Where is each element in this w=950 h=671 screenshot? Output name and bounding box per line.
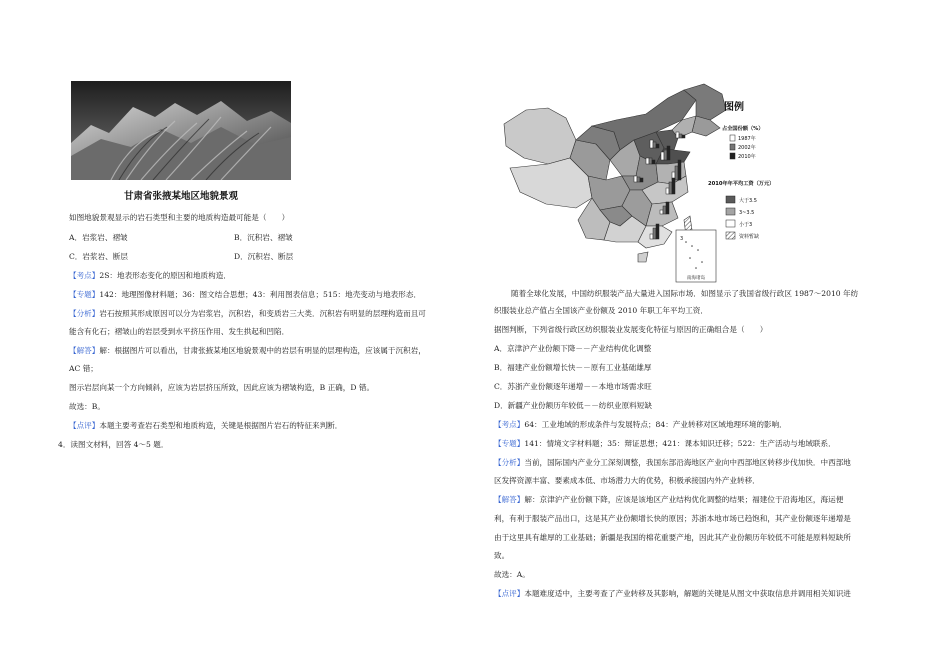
- jieda-text-1: 解：根据图片可以看出，甘肃张掖某地区地貌景观中的岩层有明显的层理构造，应该属于沉积岩，: [99, 346, 426, 355]
- region-hainan: [638, 252, 648, 262]
- answer-3: 故选：B。: [69, 402, 105, 411]
- zhuanti-tag: 【专题】: [69, 290, 100, 299]
- jieda-text-3: 图示岩层向某一个方向倾斜，应该为岩层挤压所致，因此应该为褶皱构造，B 正确，D 错。: [69, 383, 375, 392]
- answer-4: 故选：A。: [494, 570, 530, 579]
- option-d: D．沉积岩、断层: [234, 252, 294, 261]
- q4-option-c: C．苏浙产业份额逐年递增－－本地市场需求旺: [494, 382, 652, 391]
- dianping-tag: 【点评】: [69, 421, 100, 430]
- fenxi-text-1: 岩石按照其形成原因可以分为岩浆岩，沉积岩，和变质岩三大类．沉积岩有明显的层理构造而且可: [99, 309, 426, 318]
- r-zhuanti-tag: 【专题】: [494, 439, 525, 448]
- jieda-tag: 【解答】: [69, 346, 100, 355]
- r-fenxi-text-1: 当前，国际国内产业分工深刻调整，我国东部沿海地区产业向中西部地区转移步伐加快．中西部地: [524, 458, 851, 467]
- fenxi-tag: 【分析】: [69, 309, 100, 318]
- legend-year-2002: 2002年: [738, 145, 756, 151]
- r-kaodian-text: 64：工业地域的形成条件与发展特点；84：产业转移对区域地理环境的影响．: [524, 420, 787, 429]
- r-zhuanti-line: [494, 439, 836, 449]
- r-dianping-tag: 【点评】: [494, 589, 525, 598]
- option-a: A．岩浆岩、褶皱: [69, 233, 128, 242]
- kaodian-text: 2S：地表形态变化的原因和地质构造．: [99, 271, 231, 280]
- kaodian-tag: 【考点】: [69, 271, 100, 280]
- legend-wage-mid: 3~3.5: [739, 210, 755, 216]
- region-jilin: [692, 116, 720, 136]
- inset-label: 南海诸岛: [686, 276, 706, 281]
- landscape-photo: [71, 81, 291, 180]
- jieda-line: [69, 346, 426, 356]
- r-fenxi-tag: 【分析】: [494, 458, 525, 467]
- r-dianping-text: 本题难度适中，主要考查了产业转移及其影响，解题的关键是从图文中获取信息并调用相关知识进: [524, 589, 851, 598]
- r-fenxi-line: [494, 458, 851, 468]
- q4-option-b: B．福建产业份额增长快－－原有工业基础雄厚: [494, 363, 652, 372]
- svg-text:3: 3: [680, 236, 684, 242]
- option-c: C．岩浆岩、断层: [69, 252, 128, 261]
- r-zhuanti-text: 141：情境文字材料题；35：辩证思想；421：课本知识迁移；522：生产活动与地域联系．: [524, 439, 836, 448]
- china-textile-map: [496, 80, 792, 288]
- jieda-text-2: AC 错；: [69, 364, 98, 373]
- r-kaodian-tag: 【考点】: [494, 420, 525, 429]
- r-jieda-text-4: 致。: [494, 551, 510, 560]
- legend-share-title: 占全国份额（%）: [722, 126, 764, 132]
- dianping-line: [69, 421, 342, 431]
- legend-wage-high: 大于3.5: [739, 198, 757, 204]
- legend-year-2010: 2010年: [738, 154, 756, 160]
- region-xinjiang: [504, 108, 576, 164]
- r-jieda-text-2: 利，有利于服装产品出口，这是其产业份额增长快的原因；苏浙本地市场已趋饱和，其产业份额逐年递增是: [494, 514, 851, 523]
- legend-wage-low: 小于3: [739, 222, 753, 228]
- dianping-text: 本题主要考查岩石类型和地质构造，关键是根据图片岩石的特征来判断．: [99, 421, 343, 430]
- q4-option-a: A．京津沪产业份额下降－－产业结构优化调整: [494, 344, 652, 353]
- question-3: 如图地貌景观显示的岩石类型和主要的地质构造最可能是（ ）: [69, 213, 290, 222]
- r-dianping-line: [494, 589, 851, 599]
- fenxi-line: [69, 309, 426, 319]
- legend-wage-title: 2010年年平均工资（万元）: [708, 181, 775, 187]
- kaodian-line: [69, 271, 231, 281]
- option-b: B．沉积岩、褶皱: [234, 233, 293, 242]
- intro-line-1: 随着全球化发展，中国纺织服装产品大量进入国际市场．如图显示了我国省级行政区 1987～2010 年纺: [511, 289, 859, 298]
- r-jieda-text-1: 解：京津沪产业份额下降，应该是该地区产业结构优化调整的结果；福建位于沿海地区，海运便: [524, 495, 844, 504]
- photo-caption: 甘肃省张掖某地区地貌景观: [123, 191, 238, 202]
- fenxi-text-2: 能含有化石；褶皱山的岩层受到水平挤压作用、发生拱起和凹陷．: [69, 327, 290, 336]
- legend-wage-na: 资料暂缺: [739, 234, 760, 240]
- r-kaodian-line: [494, 420, 787, 430]
- r-jieda-line: [494, 495, 843, 505]
- question-4: 据图判断，下列省级行政区纺织服装业发展变化特征与原因的正确组合是（ ）: [494, 325, 768, 334]
- r-jieda-text-3: 由于这里具有雄厚的工业基础；新疆是我国的棉花重要产地，因此其产业份额历年较低不可能是原料短缺所: [494, 533, 851, 542]
- intro-line-2: 织服装业总产值占全国该产业份额及 2010 年职工年平均工资．: [494, 306, 708, 315]
- q4-option-d: D．新疆产业份额历年较低－－纺织业原料短缺: [494, 401, 652, 410]
- legend-year-1987: 1987年: [738, 136, 756, 142]
- zhuanti-text: 142：地理图像材料题；36：图文结合思想；43：利用图表信息；515：地壳变动与地表形态．: [99, 290, 422, 299]
- r-fenxi-text-2: 区发挥资源丰富、要素成本低、市场潜力大的优势，积极承接国内外产业转移．: [494, 476, 760, 485]
- zhuanti-line: [69, 290, 421, 300]
- legend-title: 图例: [724, 102, 744, 113]
- r-jieda-tag: 【解答】: [494, 495, 525, 504]
- question-4-intro: 4．读图文材料，回答 4～5 题．: [58, 440, 169, 449]
- mountain-illustration: [71, 81, 291, 180]
